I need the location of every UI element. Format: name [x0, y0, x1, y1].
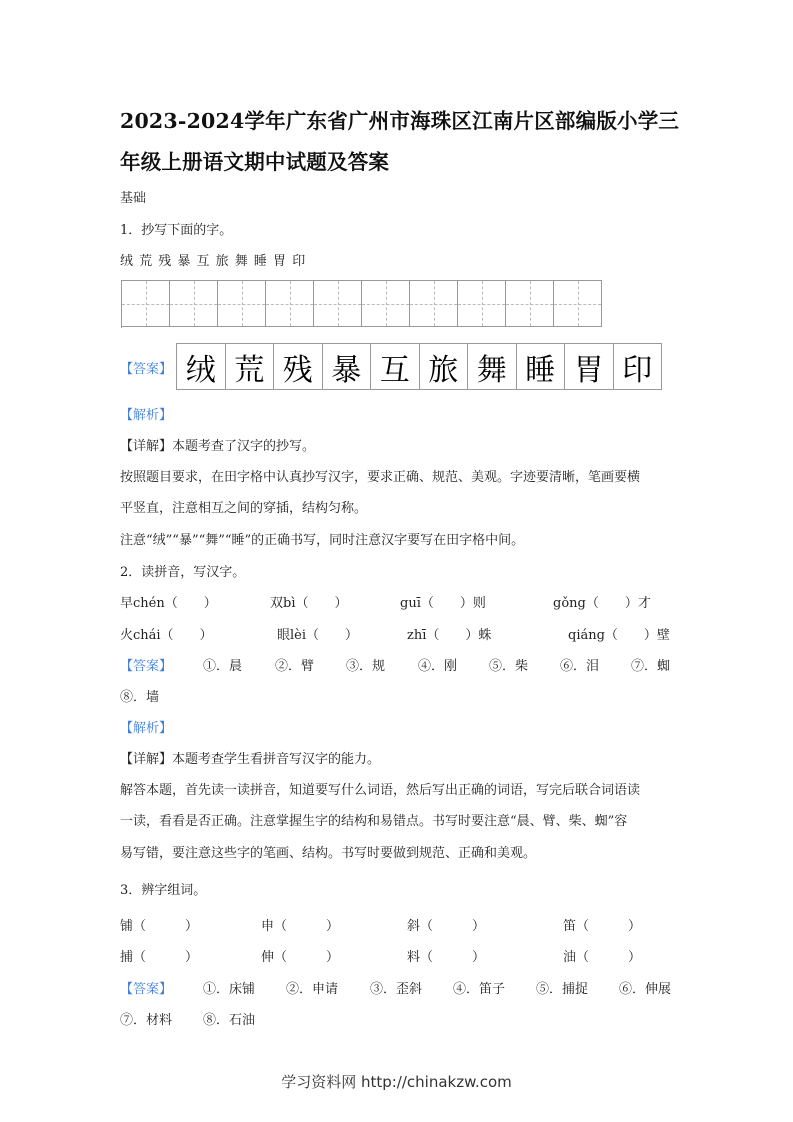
- q2-pinyin-item: 眼lèi（ ）: [277, 628, 359, 643]
- q3-item: 油（ ）: [563, 950, 642, 965]
- q3-answer: ②．申请: [286, 982, 339, 997]
- q2-para: 解答本题，首先读一读拼音，知道要写什么词语，然后写出正确的词语，写完后联合词语读: [120, 783, 641, 798]
- grid-cell: [218, 280, 266, 327]
- q2-answer: ④．刚: [418, 659, 458, 674]
- q2-answer: ②．臂: [275, 659, 315, 674]
- document-title-line2: 年级上册语文期中试题及答案: [120, 150, 390, 174]
- q2-prompt: 2．读拼音，写汉字。: [120, 565, 246, 580]
- answer-char: 绒: [177, 343, 226, 390]
- answer-char: 暴: [323, 343, 372, 390]
- q2-pinyin-item: 双bì（ ）: [270, 596, 348, 611]
- q3-item: 伸（ ）: [261, 950, 340, 965]
- q1-chars: 绒 荒 残 暴 互 旅 舞 睡 胃 印: [120, 254, 306, 269]
- q1-para: 注意“绒”“暴”“舞”“睡”的正确书写，同时注意汉字要写在田字格中间。: [120, 533, 525, 548]
- q3-answer: ⑧．石油: [203, 1013, 256, 1028]
- answer-char: 旅: [420, 343, 469, 390]
- q3-item: 料（ ）: [407, 950, 486, 965]
- answer-char: 印: [614, 343, 663, 390]
- grid-cell: [266, 280, 314, 327]
- q2-answer: ①．晨: [203, 659, 243, 674]
- q3-answer: ⑤．捕捉: [536, 982, 589, 997]
- answer-char: 互: [371, 343, 420, 390]
- q2-para: 易写错，要注意这些字的笔画、结构。书写时要做到规范、正确和美观。: [120, 846, 537, 861]
- q3-item: 申（ ）: [261, 919, 340, 934]
- answer-char: 舞: [468, 343, 517, 390]
- answer-char: 荒: [226, 343, 275, 390]
- q2-answer: ⑦．蜘: [631, 659, 671, 674]
- answer-char: 睡: [517, 343, 566, 390]
- grid-cell: [170, 280, 218, 327]
- document-title-line1: 2023-2024学年广东省广州市海珠区江南片区部编版小学三: [120, 109, 680, 133]
- answer-char: 胃: [565, 343, 614, 390]
- grid-cell: [314, 280, 362, 327]
- answer-grid: [176, 343, 662, 390]
- q3-answer: ①．床铺: [203, 982, 256, 997]
- grid-cell: [506, 280, 554, 327]
- q1-detail: 【详解】本题考查了汉字的抄写。: [120, 439, 316, 454]
- q3-prompt: 3．辨字组词。: [120, 883, 207, 898]
- grid-cell: [458, 280, 506, 327]
- q2-answer: ⑥．泪: [560, 659, 600, 674]
- q3-answer: ⑦．材料: [120, 1013, 173, 1028]
- q2-pinyin-item: zhī（ ）蛛: [407, 628, 492, 643]
- grid-cell: [362, 280, 410, 327]
- q2-pinyin-item: qiáng（ ）壁: [568, 628, 670, 643]
- grid-cell: [410, 280, 458, 327]
- q2-answer: ③．规: [346, 659, 386, 674]
- q1-prompt: 1．抄写下面的字。: [120, 223, 233, 238]
- q1-para: 按照题目要求，在田字格中认真抄写汉字，要求正确、规范、美观。字迹要清晰，笔画要横: [120, 470, 641, 485]
- q2-para: 一读，看看是否正确。注意掌握生字的结构和易错点。书写时要注意“晨、臂、柴、蜘”容: [120, 814, 628, 829]
- answer-char: 残: [274, 343, 323, 390]
- q1-para: 平竖直，注意相互之间的穿插，结构匀称。: [120, 501, 368, 516]
- grid-cell: [122, 280, 170, 327]
- q3-item: 斜（ ）: [407, 919, 486, 934]
- q3-answer: ③．歪斜: [370, 982, 423, 997]
- q3-answer-tag: 【答案】: [120, 982, 173, 997]
- q2-answer: ⑤．柴: [489, 659, 529, 674]
- section-label: 基础: [120, 191, 147, 206]
- q2-pinyin-item: guī（ ）则: [400, 596, 486, 611]
- q2-analysis-tag: 【解析】: [120, 721, 173, 736]
- q1-answer-tag: 【答案】: [120, 362, 173, 377]
- q2-pinyin-item: 早chén（ ）: [120, 596, 217, 611]
- q3-item: 捕（ ）: [120, 950, 199, 965]
- q2-answer: ⑧．墙: [120, 690, 160, 705]
- q3-answer: ④．笛子: [453, 982, 506, 997]
- q1-analysis-tag: 【解析】: [120, 408, 173, 423]
- q2-detail: 【详解】本题考查学生看拼音写汉字的能力。: [120, 752, 381, 767]
- footer-site: 学习资料网 http://chinakzw.com: [281, 1073, 512, 1091]
- q3-answer: ⑥．伸展: [619, 982, 672, 997]
- grid-cell: [554, 280, 602, 327]
- q2-answer-tag: 【答案】: [120, 659, 173, 674]
- q3-item: 铺（ ）: [120, 919, 199, 934]
- q2-pinyin-item: gǒng（ ）才: [553, 596, 651, 611]
- practice-grid: [121, 280, 612, 328]
- q2-pinyin-item: 火chái（ ）: [120, 628, 213, 643]
- q3-item: 笛（ ）: [563, 919, 642, 934]
